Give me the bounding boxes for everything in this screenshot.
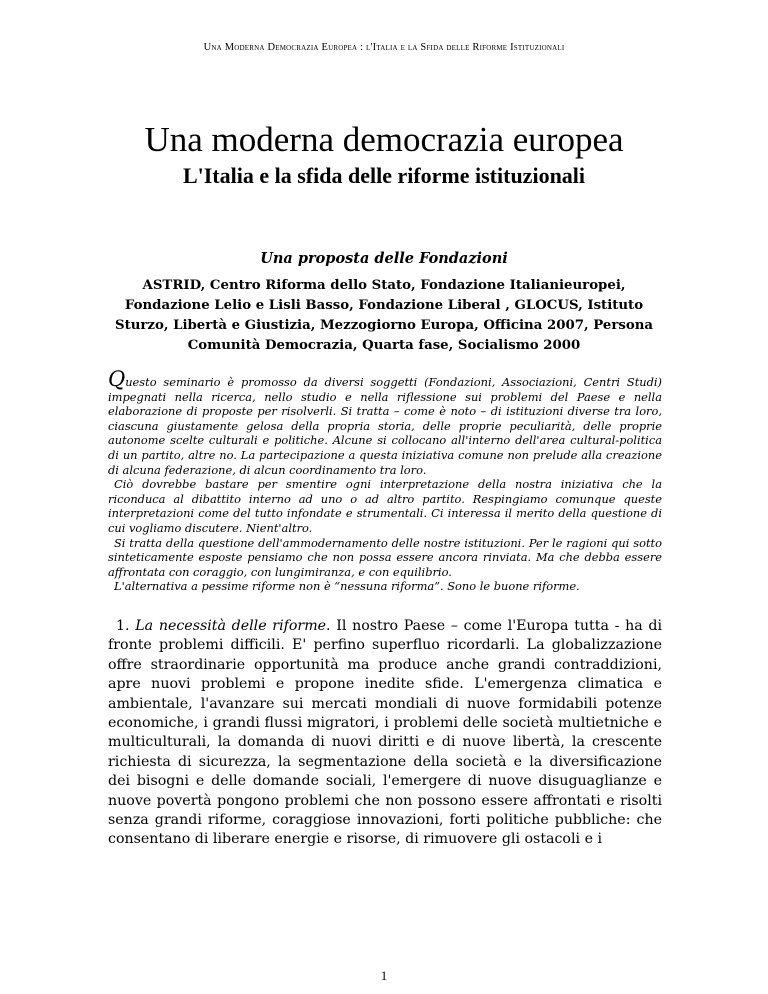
section-1-paragraph — [108, 617, 662, 850]
intro-paragraph-1-text: uesto seminario è promosso da diversi soggetti (Fondazioni, Associazioni, Centri Studi) impegnati nella ricerca, nello studio e nella riflessione sui problemi del Paese e nella elaborazione di proposte per risolverli. Si tratta – come è noto – di istituzioni diverse tra loro, ciascuna giustamente gelosa della propria storia, delle proprie peculiarità, delle proprie autonome scelte culturali e politiche. Alcune si collocano all'interno dell'area cultural-politica di un partito, altre no. La partecipazione a questa iniziativa comune non prelude alla creazione di alcuna federazione, di alcun coordinamento tra loro. — [108, 375, 662, 477]
intro-paragraph-4: L'alternativa a pessime riforme non è “nessuna riforma”. Sono le buone riforme. — [114, 579, 580, 594]
foundations-list: ASTRID, Centro Riforma dello Stato, Fondazione Italianieuropei, Fondazione Lelio e Lisli Basso, Fondazione Liberal , GLOCUS, Istituto Sturzo, Libertà e Giustizia, Mezzogiorno Europa, Officina 2007, Persona Comunità Democrazia, Quarta fase, Socialismo 2000 — [115, 278, 653, 353]
document-title: Una moderna democrazia europea — [144, 120, 624, 159]
dropcap-letter: Q — [108, 367, 126, 391]
document-subtitle: L'Italia e la sfida delle riforme istituzionali — [182, 163, 586, 188]
intro-paragraph-3: Si tratta della questione dell'ammodernamento delle nostre istituzioni. Per le ragioni qui sotto sinteticamente esposte pensiamo che non possa essere ancora rinviata. Ma che debba essere affrontata con coraggio, con lungimiranza, e con equilibrio. — [108, 535, 662, 579]
intro-section — [108, 367, 662, 594]
intro-paragraph-1 — [108, 367, 662, 477]
section-1-heading: La necessità delle riforme — [135, 618, 327, 634]
running-header: Una Moderna Democrazia Europea : l'Italia e la Sfida delle Riforme Istituzionali — [203, 42, 565, 53]
section-1 — [108, 617, 662, 850]
section-1-number: 1. — [116, 618, 130, 634]
proposal-label: Una proposta delle Fondazioni — [260, 250, 508, 267]
intro-paragraph-2: Ciò dovrebbe bastare per smentire ogni interpretazione della nostra iniziativa che la riconduca al dibattito interno ad uno o ad altro partito. Respingiamo comunque queste interpretazioni come del tutto infondate e strumentali. Ci interessa il merito della questione di cui vogliamo discutere. Nient'altro. — [108, 477, 662, 535]
page-number: 1 — [380, 968, 388, 983]
section-1-text: . Il nostro Paese – come l'Europa tutta - ha di fronte problemi difficili. E' perfino superfluo ricordarli. La globalizzazione offre straordinarie opportunità ma produce anche grandi contraddizioni, apre nuovi problemi e propone inedite sfide. L'emergenza climatica e ambientale, l'avanzare sui mercati mondiali di nuove formidabili potenze economiche, i grandi flussi migratori, i problemi delle società multietniche e multiculturali, la domanda di nuovi diritti e di nuove libertà, la crescente richiesta di sicurezza, la segmentazione della società e la diversificazione dei bisogni e delle domande sociali, l'emergere di nuove disuguaglianze e nuove povertà pongono problemi che non possono essere affrontati e risolti senza grandi riforme, coraggiose innovazioni, forti politiche pubbliche: che consentano di liberare energie e risorse, di rimuovere gli ostacoli e i — [108, 618, 662, 848]
